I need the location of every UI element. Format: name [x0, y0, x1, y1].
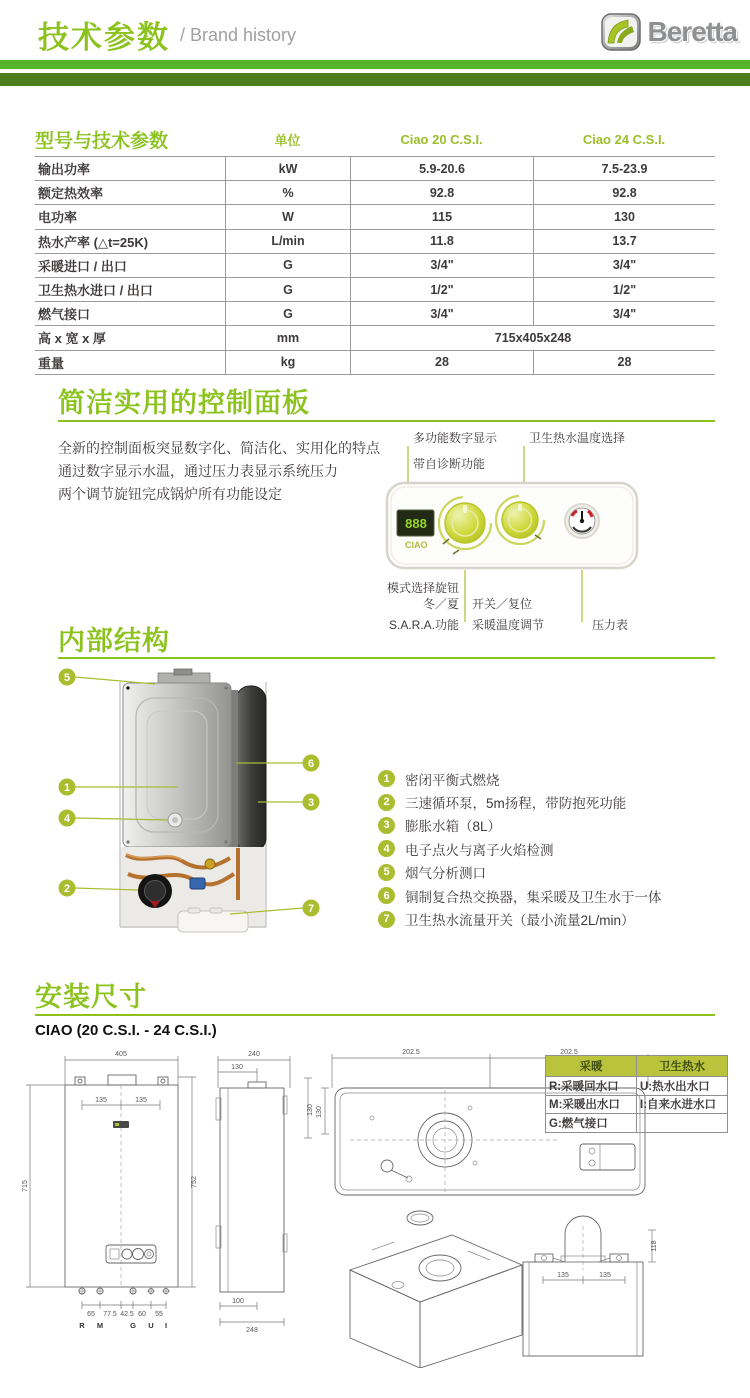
port-label: U: [148, 1321, 154, 1330]
legend-cell: I:自来水进水口: [637, 1095, 728, 1114]
brand-logo-text: Beretta: [647, 16, 737, 47]
param: 高 x 宽 x 厚: [38, 331, 106, 347]
table-row: [35, 325, 715, 349]
section-underline: [58, 420, 715, 422]
divider-bar-bottom: [0, 73, 750, 86]
label-ch-temp: 采暖温度调节: [472, 618, 545, 632]
list-item: [378, 907, 662, 930]
spec-table-title: 型号与技术参数: [35, 130, 169, 152]
callout-number: 7: [307, 903, 315, 915]
value-ciao20: 92.8: [350, 181, 533, 204]
divider-bar-top: [0, 60, 750, 69]
value-ciao20: 115: [350, 205, 533, 228]
table-row: [35, 301, 715, 325]
list-item: [378, 837, 662, 860]
callout-5: [59, 669, 76, 686]
table-row: [35, 204, 715, 228]
front-panel-detail: [106, 1245, 156, 1263]
value-ciao24: 28: [533, 351, 715, 374]
panel-brand-text: CIAO: [405, 540, 428, 550]
label-sara: S.A.R.A.功能: [388, 618, 459, 632]
dim-label: 118: [651, 1240, 658, 1252]
callout-number: 3: [307, 797, 315, 809]
label-self-diagnosis: 带自诊断功能: [413, 457, 486, 471]
callout-6: [303, 755, 320, 772]
value-ciao24: 3/4": [533, 254, 715, 277]
legend-cell: R:采暖回水口: [546, 1077, 637, 1096]
unit: %: [225, 181, 350, 204]
legend-cell: G:燃气接口: [546, 1114, 637, 1133]
model-label: CIAO (20 C.S.I. - 24 C.S.I.): [35, 1022, 217, 1039]
value-ciao20: 5.9-20.6: [350, 157, 533, 180]
section-title-install: 安装尺寸: [35, 982, 147, 1012]
callout-number: 6: [307, 758, 315, 770]
col-unit: 单位: [274, 132, 301, 148]
dim-label: 248: [246, 1327, 258, 1334]
param: 燃气接口: [38, 307, 91, 323]
dim-label: 77.5: [103, 1311, 117, 1318]
dim-label: 130: [316, 1106, 323, 1118]
legend-header-dhw: 卫生热水: [637, 1056, 728, 1077]
dim-label: 60: [138, 1311, 146, 1318]
label-digital-display: 多功能数字显示: [413, 431, 498, 445]
table-row: [35, 253, 715, 277]
spec-table: [35, 122, 715, 375]
dim-label: 715: [22, 1180, 29, 1192]
item-text: 卫生热水流量开关（最小流量2L/min）: [405, 913, 635, 929]
value-ciao20: 3/4": [350, 254, 533, 277]
callout-2: [59, 880, 76, 897]
legend-cell: U:热水出水口: [637, 1077, 728, 1096]
desc-line: 两个调节旋钮完成锅炉所有功能设定: [58, 486, 282, 502]
brand-logo: [601, 12, 737, 52]
port-label: M: [96, 1321, 104, 1330]
dim-label: 135: [135, 1097, 147, 1104]
flue-detail-drawing: [523, 1216, 658, 1356]
front-view-drawing: [22, 1051, 198, 1330]
unit: kg: [225, 351, 350, 374]
valve: [190, 878, 205, 889]
isometric-view-drawing: [350, 1211, 522, 1368]
dim-label: 135: [599, 1272, 611, 1279]
legend-header-heating: 采暖: [546, 1056, 637, 1077]
table-row: [546, 1056, 728, 1077]
unit: L/min: [225, 230, 350, 253]
list-item: [378, 814, 662, 837]
dim-label: 202.5: [402, 1049, 420, 1056]
dim-label: 405: [115, 1051, 127, 1058]
circulation-pump: [138, 874, 172, 908]
item-text: 铜制复合热交换器，集采暖及卫生水于一体: [405, 889, 662, 905]
unit: G: [225, 254, 350, 277]
item-number: 7: [378, 911, 395, 928]
boiler-internal-figure: [50, 668, 330, 948]
param: 电功率: [38, 210, 78, 226]
param: 输出功率: [38, 162, 91, 178]
dim-label: 130: [231, 1064, 243, 1071]
col-ciao24: Ciao 24 C.S.I.: [582, 131, 666, 147]
item-number: 5: [378, 864, 395, 881]
port-label: I: [164, 1321, 168, 1330]
callout-number: 2: [63, 883, 71, 895]
item-number: 2: [378, 794, 395, 811]
feature-list: [378, 767, 662, 931]
item-text: 烟气分析测口: [405, 866, 486, 882]
param: 额定热效率: [38, 186, 104, 202]
section-title-internal: 内部结构: [58, 626, 170, 656]
callout-number: 1: [63, 782, 71, 794]
bottom-tray: [178, 908, 248, 932]
lcd-value: 888: [405, 516, 427, 531]
table-row: [35, 229, 715, 253]
item-text: 三速循环泵，5m扬程，带防抱死功能: [405, 796, 627, 812]
col-ciao20: Ciao 20 C.S.I.: [400, 131, 483, 147]
port-label: G: [130, 1321, 136, 1330]
unit: kW: [225, 157, 350, 180]
dim-label: 65: [87, 1311, 95, 1318]
dim-label: 752: [191, 1176, 198, 1188]
connection-legend-table: [545, 1055, 728, 1133]
callout-7: [303, 900, 320, 917]
param: 采暖进口 / 出口: [38, 258, 127, 274]
unit: G: [225, 302, 350, 325]
table-row: [546, 1114, 728, 1133]
panel-description: [58, 437, 380, 506]
section-title-panel: 简洁实用的控制面板: [58, 388, 310, 418]
item-text: 膨胀水箱（8L）: [405, 819, 502, 835]
value-ciao20: 3/4": [350, 302, 533, 325]
dim-label: 135: [557, 1272, 569, 1279]
callout-1: [59, 779, 76, 796]
dim-label: 202.5: [560, 1049, 578, 1056]
label-mode-knob: 模式选择旋钮: [386, 581, 459, 595]
item-number: 4: [378, 840, 395, 857]
dim-label: 42.5: [120, 1311, 134, 1318]
value-ciao24: 3/4": [533, 302, 715, 325]
label-winter-summer: 冬／夏: [422, 597, 459, 611]
control-panel-figure: [383, 426, 743, 641]
dim-label: 100: [232, 1298, 244, 1305]
spec-table-body: [35, 156, 715, 375]
table-row: [546, 1095, 728, 1114]
item-number: 6: [378, 887, 395, 904]
value-ciao20: 28: [350, 351, 533, 374]
param: 重量: [38, 355, 65, 371]
spec-table-header: [35, 122, 715, 156]
callout-3: [303, 794, 320, 811]
label-onoff-reset: 开关／复位: [472, 597, 533, 611]
item-text: 密闭平衡式燃烧: [405, 772, 500, 788]
unit: G: [225, 278, 350, 301]
table-row: [546, 1077, 728, 1096]
dim-label: 135: [95, 1097, 107, 1104]
side-view-drawing: [216, 1051, 314, 1334]
table-row: [35, 180, 715, 204]
param: 卫生热水进口 / 出口: [38, 283, 153, 299]
param: 热水产率 (△t=25K): [38, 234, 149, 250]
table-row: [35, 156, 715, 180]
desc-line: 通过数字显示水温，通过压力表显示系统压力: [58, 463, 338, 479]
list-item: [378, 861, 662, 884]
value-ciao20: 1/2": [350, 278, 533, 301]
value-both: 715x405x248: [350, 326, 715, 349]
unit: mm: [225, 326, 350, 349]
dim-label: 240: [248, 1051, 260, 1058]
callout-number: 4: [63, 813, 71, 825]
page-subtitle: / Brand history: [180, 25, 297, 45]
pressure-gauge: [565, 504, 599, 538]
list-item: [378, 790, 662, 813]
boiler-illustration: [120, 669, 266, 932]
section-underline: [58, 657, 715, 659]
table-row: [35, 350, 715, 374]
callout-4: [59, 810, 76, 827]
legend-cell: M:采暖出水口: [546, 1095, 637, 1114]
beretta-badge-icon: [601, 12, 643, 52]
section-underline: [35, 1014, 715, 1016]
item-number: 3: [378, 817, 395, 834]
legend-cell: [637, 1114, 728, 1133]
item-number: 1: [378, 770, 395, 787]
table-row: [35, 277, 715, 301]
value-ciao24: 130: [533, 205, 715, 228]
dim-label: 130: [307, 1104, 314, 1116]
item-text: 电子点火与离子火焰检测: [405, 842, 554, 858]
callout-number: 5: [63, 672, 71, 684]
value-ciao24: 7.5-23.9: [533, 157, 715, 180]
unit: W: [225, 205, 350, 228]
label-pressure-gauge: 压力表: [592, 618, 629, 632]
list-item: [378, 767, 662, 790]
list-item: [378, 884, 662, 907]
desc-line: 全新的控制面板突显数字化、简洁化、实用化的特点: [58, 440, 380, 456]
value-ciao24: 1/2": [533, 278, 715, 301]
value-ciao20: 11.8: [350, 230, 533, 253]
dim-label: 55: [155, 1311, 163, 1318]
port-label: R: [79, 1321, 85, 1330]
label-dhw-temp: 卫生热水温度选择: [529, 431, 626, 445]
value-ciao24: 13.7: [533, 230, 715, 253]
bottom-connections: [78, 1287, 170, 1295]
value-ciao24: 92.8: [533, 181, 715, 204]
page-title: 技术参数: [38, 20, 170, 55]
